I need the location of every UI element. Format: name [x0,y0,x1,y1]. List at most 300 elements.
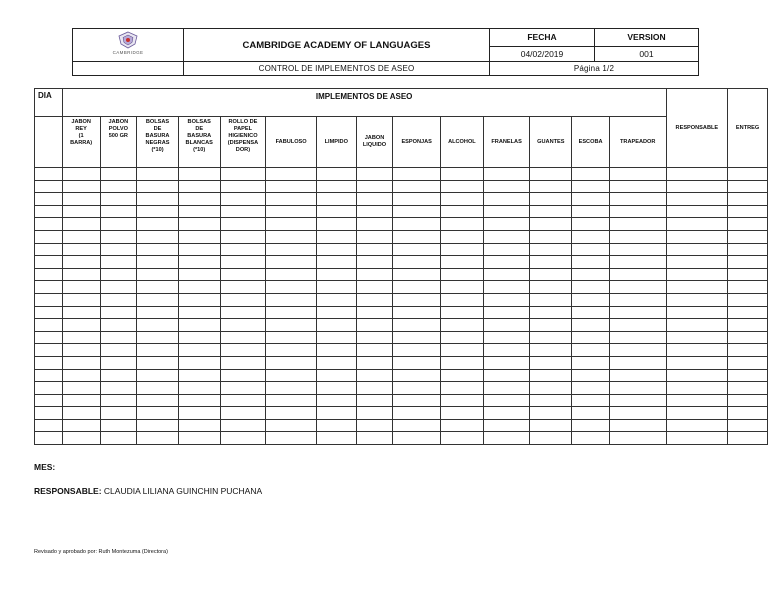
table-cell[interactable] [356,432,393,445]
table-cell[interactable] [666,394,728,407]
table-cell[interactable] [100,218,137,231]
table-cell[interactable] [728,382,768,395]
table-cell[interactable] [356,331,393,344]
table-cell[interactable] [441,344,484,357]
table-cell[interactable] [178,394,220,407]
table-cell[interactable] [393,356,441,369]
table-cell[interactable] [62,356,100,369]
table-cell[interactable] [266,319,317,332]
table-cell[interactable] [220,382,266,395]
table-cell[interactable] [666,356,728,369]
table-cell[interactable] [178,230,220,243]
table-cell[interactable] [530,432,572,445]
table-cell[interactable] [572,268,610,281]
table-cell[interactable] [483,268,530,281]
table-cell[interactable] [393,407,441,420]
table-cell[interactable] [220,230,266,243]
table-cell[interactable] [666,205,728,218]
table-cell[interactable] [100,319,137,332]
table-cell[interactable] [393,281,441,294]
table-cell[interactable] [393,243,441,256]
table-cell[interactable] [62,205,100,218]
table-cell[interactable] [728,306,768,319]
table-cell[interactable] [35,205,63,218]
table-cell[interactable] [62,243,100,256]
table-cell[interactable] [728,268,768,281]
table-cell[interactable] [356,306,393,319]
table-cell[interactable] [316,193,356,206]
table-cell[interactable] [530,369,572,382]
table-cell[interactable] [666,293,728,306]
table-cell[interactable] [62,230,100,243]
table-cell[interactable] [100,432,137,445]
table-cell[interactable] [728,243,768,256]
table-cell[interactable] [393,419,441,432]
table-cell[interactable] [266,293,317,306]
table-cell[interactable] [530,168,572,181]
table-cell[interactable] [441,419,484,432]
table-cell[interactable] [728,193,768,206]
table-cell[interactable] [728,394,768,407]
table-cell[interactable] [178,243,220,256]
table-cell[interactable] [100,394,137,407]
table-cell[interactable] [316,268,356,281]
table-cell[interactable] [100,382,137,395]
table-cell[interactable] [35,268,63,281]
table-cell[interactable] [393,218,441,231]
table-cell[interactable] [530,243,572,256]
table-cell[interactable] [178,205,220,218]
table-cell[interactable] [62,369,100,382]
table-cell[interactable] [137,268,179,281]
table-cell[interactable] [35,319,63,332]
table-cell[interactable] [35,218,63,231]
table-cell[interactable] [441,193,484,206]
table-cell[interactable] [178,369,220,382]
table-cell[interactable] [137,394,179,407]
table-cell[interactable] [530,407,572,420]
table-cell[interactable] [62,382,100,395]
table-cell[interactable] [356,369,393,382]
table-cell[interactable] [356,180,393,193]
table-cell[interactable] [100,230,137,243]
table-cell[interactable] [62,344,100,357]
table-cell[interactable] [356,218,393,231]
table-cell[interactable] [266,193,317,206]
table-cell[interactable] [316,407,356,420]
table-cell[interactable] [178,180,220,193]
table-cell[interactable] [316,394,356,407]
table-cell[interactable] [609,243,666,256]
table-cell[interactable] [316,306,356,319]
table-cell[interactable] [441,205,484,218]
table-cell[interactable] [393,293,441,306]
table-cell[interactable] [220,331,266,344]
table-cell[interactable] [35,356,63,369]
table-cell[interactable] [530,256,572,269]
table-cell[interactable] [100,205,137,218]
table-cell[interactable] [35,331,63,344]
table-cell[interactable] [220,356,266,369]
table-cell[interactable] [35,306,63,319]
table-cell[interactable] [666,382,728,395]
table-cell[interactable] [316,356,356,369]
table-cell[interactable] [483,306,530,319]
table-cell[interactable] [728,432,768,445]
table-cell[interactable] [178,256,220,269]
table-cell[interactable] [666,306,728,319]
table-cell[interactable] [137,243,179,256]
table-cell[interactable] [530,180,572,193]
table-cell[interactable] [530,319,572,332]
table-cell[interactable] [728,180,768,193]
table-cell[interactable] [178,218,220,231]
table-cell[interactable] [100,168,137,181]
table-cell[interactable] [356,344,393,357]
table-cell[interactable] [393,230,441,243]
table-cell[interactable] [393,382,441,395]
table-cell[interactable] [530,230,572,243]
table-cell[interactable] [316,319,356,332]
table-cell[interactable] [728,319,768,332]
table-cell[interactable] [356,256,393,269]
table-cell[interactable] [483,356,530,369]
table-cell[interactable] [666,243,728,256]
table-cell[interactable] [316,344,356,357]
table-cell[interactable] [483,243,530,256]
table-cell[interactable] [178,319,220,332]
table-cell[interactable] [178,407,220,420]
table-cell[interactable] [609,256,666,269]
table-cell[interactable] [35,432,63,445]
table-cell[interactable] [62,419,100,432]
table-cell[interactable] [572,281,610,294]
table-cell[interactable] [530,218,572,231]
table-cell[interactable] [62,256,100,269]
table-cell[interactable] [728,369,768,382]
table-cell[interactable] [137,356,179,369]
table-cell[interactable] [483,331,530,344]
table-cell[interactable] [35,382,63,395]
table-cell[interactable] [220,306,266,319]
table-cell[interactable] [483,344,530,357]
table-cell[interactable] [666,168,728,181]
table-cell[interactable] [316,281,356,294]
table-cell[interactable] [316,382,356,395]
table-cell[interactable] [137,407,179,420]
table-cell[interactable] [393,180,441,193]
table-cell[interactable] [266,407,317,420]
table-cell[interactable] [609,230,666,243]
table-cell[interactable] [178,382,220,395]
table-cell[interactable] [441,394,484,407]
table-cell[interactable] [266,168,317,181]
table-cell[interactable] [100,180,137,193]
table-cell[interactable] [728,218,768,231]
table-cell[interactable] [316,432,356,445]
table-cell[interactable] [220,281,266,294]
table-cell[interactable] [666,319,728,332]
table-cell[interactable] [35,407,63,420]
table-cell[interactable] [220,432,266,445]
table-cell[interactable] [220,407,266,420]
table-cell[interactable] [483,407,530,420]
table-cell[interactable] [137,382,179,395]
table-cell[interactable] [220,319,266,332]
table-cell[interactable] [35,281,63,294]
table-cell[interactable] [316,293,356,306]
table-cell[interactable] [441,218,484,231]
table-cell[interactable] [609,419,666,432]
table-cell[interactable] [356,382,393,395]
table-cell[interactable] [266,180,317,193]
table-cell[interactable] [609,432,666,445]
table-cell[interactable] [483,180,530,193]
table-cell[interactable] [728,205,768,218]
table-cell[interactable] [62,331,100,344]
table-cell[interactable] [609,306,666,319]
table-cell[interactable] [530,268,572,281]
table-cell[interactable] [666,331,728,344]
table-cell[interactable] [393,319,441,332]
table-cell[interactable] [62,193,100,206]
table-cell[interactable] [266,356,317,369]
table-cell[interactable] [266,419,317,432]
table-cell[interactable] [62,432,100,445]
table-cell[interactable] [356,293,393,306]
table-cell[interactable] [441,331,484,344]
table-cell[interactable] [220,344,266,357]
table-cell[interactable] [530,205,572,218]
table-cell[interactable] [441,356,484,369]
table-cell[interactable] [393,432,441,445]
table-cell[interactable] [137,432,179,445]
table-cell[interactable] [356,394,393,407]
table-cell[interactable] [441,306,484,319]
table-cell[interactable] [609,293,666,306]
table-cell[interactable] [316,331,356,344]
table-cell[interactable] [316,218,356,231]
table-cell[interactable] [220,218,266,231]
table-cell[interactable] [728,344,768,357]
table-cell[interactable] [572,319,610,332]
table-cell[interactable] [530,394,572,407]
table-cell[interactable] [530,344,572,357]
table-cell[interactable] [266,230,317,243]
table-cell[interactable] [62,168,100,181]
table-cell[interactable] [178,293,220,306]
table-cell[interactable] [483,382,530,395]
table-cell[interactable] [356,230,393,243]
table-cell[interactable] [609,356,666,369]
table-cell[interactable] [178,432,220,445]
table-cell[interactable] [572,432,610,445]
table-cell[interactable] [483,394,530,407]
table-cell[interactable] [62,180,100,193]
table-cell[interactable] [441,369,484,382]
table-cell[interactable] [220,168,266,181]
table-cell[interactable] [137,344,179,357]
table-cell[interactable] [483,168,530,181]
table-cell[interactable] [137,281,179,294]
table-cell[interactable] [572,230,610,243]
table-cell[interactable] [220,205,266,218]
table-cell[interactable] [137,306,179,319]
table-cell[interactable] [530,193,572,206]
table-cell[interactable] [666,218,728,231]
table-cell[interactable] [441,268,484,281]
table-cell[interactable] [35,369,63,382]
table-cell[interactable] [100,407,137,420]
table-cell[interactable] [572,344,610,357]
table-cell[interactable] [483,230,530,243]
table-cell[interactable] [137,293,179,306]
table-cell[interactable] [178,168,220,181]
table-cell[interactable] [666,419,728,432]
table-cell[interactable] [178,306,220,319]
table-cell[interactable] [316,180,356,193]
table-cell[interactable] [266,394,317,407]
table-cell[interactable] [178,281,220,294]
table-cell[interactable] [572,306,610,319]
table-cell[interactable] [178,419,220,432]
table-cell[interactable] [178,268,220,281]
table-cell[interactable] [356,268,393,281]
table-cell[interactable] [137,331,179,344]
table-cell[interactable] [572,331,610,344]
table-cell[interactable] [393,193,441,206]
table-cell[interactable] [356,193,393,206]
table-cell[interactable] [137,180,179,193]
table-cell[interactable] [572,394,610,407]
table-cell[interactable] [393,205,441,218]
table-cell[interactable] [62,218,100,231]
table-cell[interactable] [572,407,610,420]
table-cell[interactable] [137,193,179,206]
table-cell[interactable] [316,256,356,269]
table-cell[interactable] [220,268,266,281]
table-cell[interactable] [483,193,530,206]
table-cell[interactable] [316,369,356,382]
table-cell[interactable] [266,369,317,382]
table-cell[interactable] [62,293,100,306]
table-cell[interactable] [530,419,572,432]
table-cell[interactable] [441,407,484,420]
table-cell[interactable] [609,407,666,420]
table-cell[interactable] [316,205,356,218]
table-cell[interactable] [609,168,666,181]
table-cell[interactable] [572,293,610,306]
table-cell[interactable] [441,382,484,395]
table-cell[interactable] [441,180,484,193]
table-cell[interactable] [220,180,266,193]
table-cell[interactable] [666,344,728,357]
table-cell[interactable] [728,419,768,432]
table-cell[interactable] [178,331,220,344]
table-cell[interactable] [441,319,484,332]
table-cell[interactable] [572,243,610,256]
table-cell[interactable] [572,218,610,231]
table-cell[interactable] [137,419,179,432]
table-cell[interactable] [666,268,728,281]
table-cell[interactable] [441,256,484,269]
table-cell[interactable] [572,168,610,181]
table-cell[interactable] [572,382,610,395]
table-cell[interactable] [530,281,572,294]
table-cell[interactable] [609,344,666,357]
table-cell[interactable] [100,356,137,369]
table-cell[interactable] [441,432,484,445]
table-cell[interactable] [100,331,137,344]
table-cell[interactable] [35,230,63,243]
table-cell[interactable] [530,382,572,395]
table-cell[interactable] [137,230,179,243]
table-cell[interactable] [137,319,179,332]
table-cell[interactable] [316,419,356,432]
table-cell[interactable] [441,243,484,256]
table-cell[interactable] [266,344,317,357]
table-cell[interactable] [266,218,317,231]
table-cell[interactable] [572,205,610,218]
table-cell[interactable] [220,193,266,206]
table-cell[interactable] [728,407,768,420]
table-cell[interactable] [266,382,317,395]
table-cell[interactable] [572,419,610,432]
table-cell[interactable] [666,281,728,294]
table-cell[interactable] [35,243,63,256]
table-cell[interactable] [62,268,100,281]
table-cell[interactable] [35,394,63,407]
table-cell[interactable] [728,230,768,243]
table-cell[interactable] [609,281,666,294]
table-cell[interactable] [62,281,100,294]
table-cell[interactable] [666,369,728,382]
table-cell[interactable] [266,268,317,281]
table-cell[interactable] [266,432,317,445]
table-cell[interactable] [316,168,356,181]
table-cell[interactable] [100,193,137,206]
table-cell[interactable] [530,356,572,369]
table-cell[interactable] [62,319,100,332]
table-cell[interactable] [266,243,317,256]
table-cell[interactable] [666,230,728,243]
table-cell[interactable] [100,344,137,357]
table-cell[interactable] [137,168,179,181]
table-cell[interactable] [483,369,530,382]
table-cell[interactable] [137,369,179,382]
table-cell[interactable] [393,256,441,269]
table-cell[interactable] [356,356,393,369]
table-cell[interactable] [441,230,484,243]
table-cell[interactable] [572,356,610,369]
table-cell[interactable] [35,293,63,306]
table-cell[interactable] [100,306,137,319]
table-cell[interactable] [728,293,768,306]
table-cell[interactable] [220,394,266,407]
table-cell[interactable] [220,419,266,432]
table-cell[interactable] [530,331,572,344]
table-cell[interactable] [609,394,666,407]
table-cell[interactable] [609,331,666,344]
table-cell[interactable] [483,432,530,445]
table-cell[interactable] [483,218,530,231]
table-cell[interactable] [609,369,666,382]
table-cell[interactable] [100,256,137,269]
table-cell[interactable] [728,168,768,181]
table-cell[interactable] [393,394,441,407]
table-cell[interactable] [393,268,441,281]
table-cell[interactable] [666,180,728,193]
